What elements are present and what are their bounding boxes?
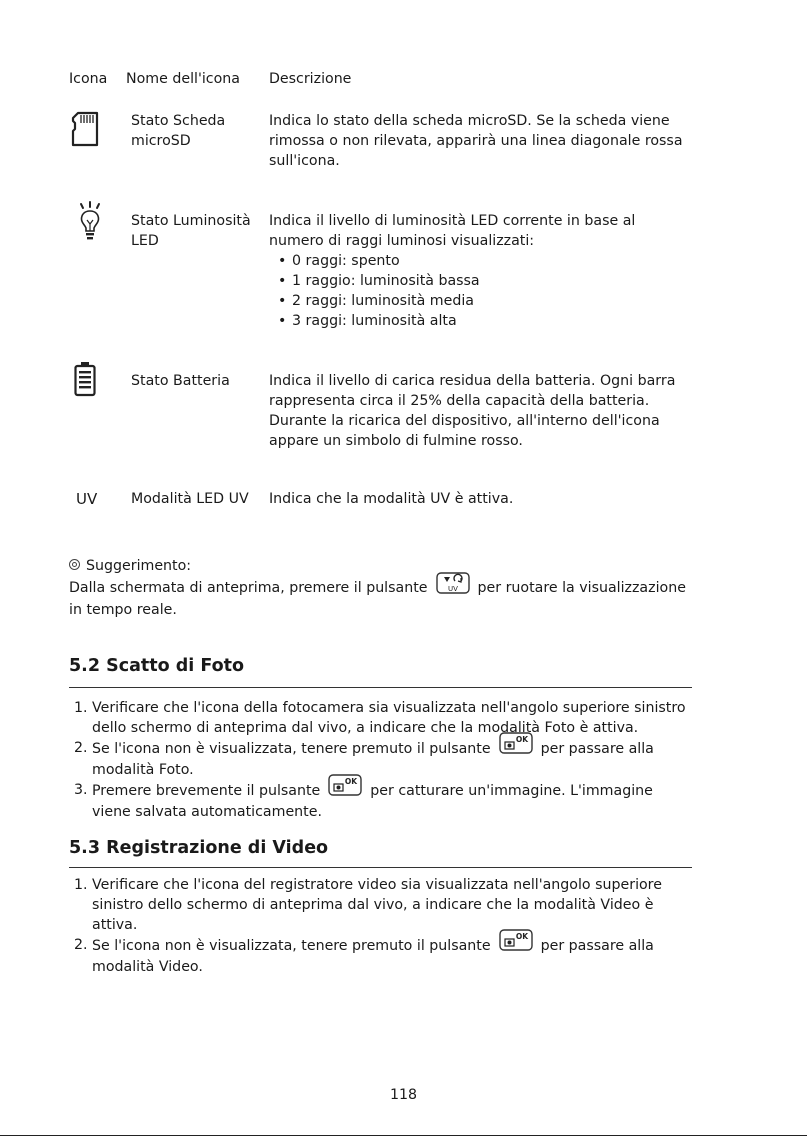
step-text-before: Se l'icona non è visualizzata, tenere premuto il pulsante <box>92 741 491 757</box>
row-name-led: Stato Luminosità LED <box>131 213 251 249</box>
section-divider <box>69 687 692 688</box>
video-steps-list <box>69 875 689 977</box>
tip-text-after: per ruotare la visualizzazione in tempo reale. <box>69 580 686 618</box>
section-heading-5-3: 5.3 Registrazione di Video <box>69 838 329 858</box>
step-number: 2. <box>74 937 88 953</box>
tip-text-before: Dalla schermata di anteprima, premere il pulsante <box>69 580 428 596</box>
step-number: 1. <box>74 877 88 893</box>
row-desc-microsd: Indica lo stato della scheda microSD. Se la scheda viene rimossa o non rilevata, apparirà una linea diagonale rossa sull'icona. <box>269 113 683 169</box>
row-desc-uv: Indica che la modalità UV è attiva. <box>269 491 514 507</box>
step-text-after: per passare alla modalità Video. <box>92 938 654 975</box>
list-item <box>69 698 689 738</box>
tip-body <box>69 576 694 620</box>
section-heading-5-2: 5.2 Scatto di Foto <box>69 656 244 676</box>
step-number: 1. <box>74 700 88 716</box>
row-desc-battery: Indica il livello di carica residua della batteria. Ogni barra rappresenta circa il 25% della capacità della batteria. Durante la ricarica del dispositivo, all'interno dell'icona appare un simbolo di fulmine rosso. <box>269 373 676 449</box>
ok-button-label: OK <box>515 932 528 941</box>
list-item: • 3 raggi: luminosità alta <box>269 311 689 331</box>
led-bulb-icon <box>77 200 103 250</box>
step-text-after: per catturare un'immagine. L'immagine viene salvata automaticamente. <box>92 783 653 820</box>
list-item <box>69 932 689 977</box>
row-desc-led-text: Indica il livello di luminosità LED corrente in base al numero di raggi luminosi visualizzati: <box>269 213 636 249</box>
ok-button-label: OK <box>515 735 528 744</box>
led-bullet-list <box>269 251 689 331</box>
list-item <box>69 777 689 822</box>
battery-icon <box>73 361 97 403</box>
section-divider <box>69 867 692 868</box>
header-name-column: Nome dell'icona <box>126 71 240 87</box>
ok-camera-button-icon <box>499 929 533 957</box>
list-item: • 1 raggio: luminosità bassa <box>269 271 689 291</box>
row-desc-led <box>269 211 689 331</box>
footer-divider <box>0 1135 807 1136</box>
row-name-microsd: Stato Scheda microSD <box>131 113 226 149</box>
microsd-card-icon <box>70 111 100 153</box>
tip-title <box>69 556 191 576</box>
ok-camera-button-icon <box>328 774 362 802</box>
ok-button-label: OK <box>345 777 358 786</box>
list-item <box>69 875 689 935</box>
list-item: • 2 raggi: luminosità media <box>269 291 689 311</box>
step-text-after: per passare alla modalità Foto. <box>92 741 654 778</box>
rotate-uv-button-icon <box>436 572 470 600</box>
row-name-battery: Stato Batteria <box>131 373 230 389</box>
tip-circle-icon <box>69 559 80 570</box>
step-text: Verificare che l'icona della fotocamera sia visualizzata nell'angolo superiore sinistro dello schermo di anteprima dal vivo, a indicare che la modalità Foto è attiva. <box>92 700 686 736</box>
tip-title-text: Suggerimento: <box>86 558 192 574</box>
header-desc-column: Descrizione <box>269 71 352 87</box>
list-item <box>69 735 689 780</box>
uv-icon: UV <box>76 490 98 508</box>
row-name-uv: Modalità LED UV <box>131 491 249 507</box>
photo-steps-list <box>69 698 689 822</box>
step-text-before: Premere brevemente il pulsante <box>92 783 321 799</box>
header-icon-column: Icona <box>69 71 108 87</box>
step-text: Verificare che l'icona del registratore video sia visualizzata nell'angolo superiore sinistro dello schermo di anteprima dal vivo, a indicare che la modalità Video è attiva. <box>92 877 662 933</box>
rotate-uv-button-label: UV <box>447 585 458 593</box>
step-number: 2. <box>74 740 88 756</box>
page-number: 118 <box>389 1087 418 1103</box>
ok-camera-button-icon <box>499 732 533 760</box>
step-text-before: Se l'icona non è visualizzata, tenere premuto il pulsante <box>92 938 491 954</box>
step-number: 3. <box>74 782 88 798</box>
list-item: • 0 raggi: spento <box>269 251 689 271</box>
